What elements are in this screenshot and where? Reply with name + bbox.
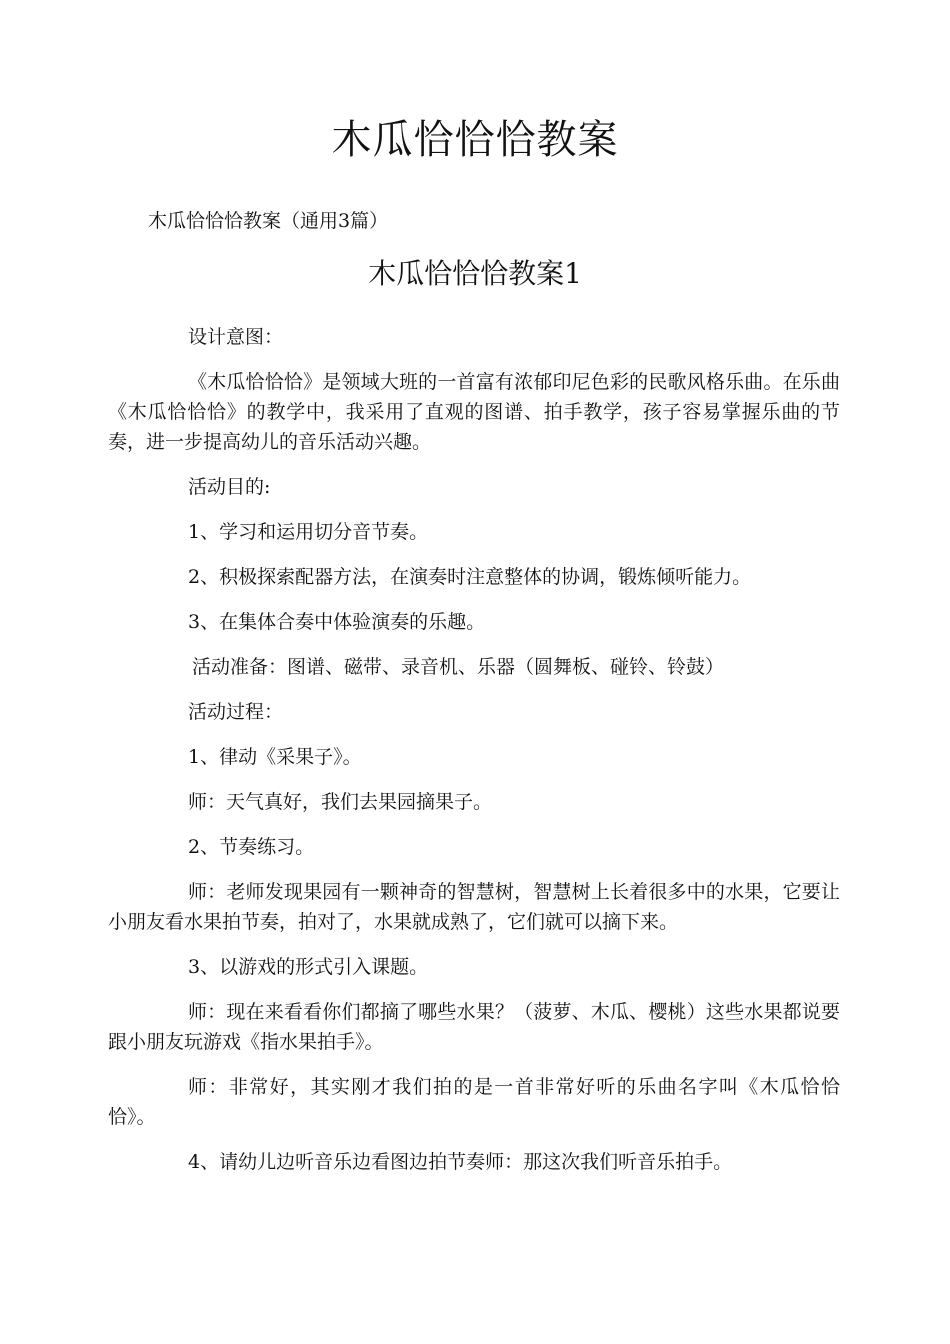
paragraph-design-intent-heading: 设计意图： bbox=[188, 326, 284, 348]
paragraph-goal-2: 2、积极探索配器方法，在演奏时注意整体的协调，锻炼倾听能力。 bbox=[188, 566, 752, 588]
paragraph-teacher-4: 师：非常好，其实刚才我们拍的是一首非常好听的乐曲名字叫《木瓜恰恰恰》。 bbox=[108, 1076, 840, 1128]
paragraph-goal-1: 1、学习和运用切分音节奏。 bbox=[188, 521, 429, 543]
paragraph-design-intent: 《木瓜恰恰恰》是领域大班的一首富有浓郁印尼色彩的民歌风格乐曲。在乐曲《木瓜恰恰恰》的教学中，我采用了直观的图谱、拍手教学，孩子容易掌握乐曲的节奏，进一步提高幼儿的音乐活动兴趣。 bbox=[108, 371, 840, 453]
paragraph-goal-3: 3、在集体合奏中体验演奏的乐趣。 bbox=[188, 611, 486, 633]
paragraph-step-2: 2、节奏练习。 bbox=[188, 836, 315, 858]
paragraph-step-1: 1、律动《采果子》。 bbox=[188, 746, 362, 768]
paragraph-teacher-2: 师：老师发现果园有一颗神奇的智慧树，智慧树上长着很多中的水果，它要让小朋友看水果拍节奏，拍对了，水果就成熟了，它们就可以摘下来。 bbox=[108, 881, 840, 933]
paragraph-teacher-3: 师：现在来看看你们都摘了哪些水果？（菠萝、木瓜、樱桃）这些水果都说要跟小朋友玩游戏《指水果拍手》。 bbox=[108, 1001, 840, 1053]
document-title: 木瓜恰恰恰教案 bbox=[331, 117, 619, 163]
paragraph-process-heading: 活动过程： bbox=[188, 701, 284, 723]
paragraph-step-3: 3、以游戏的形式引入课题。 bbox=[188, 956, 429, 978]
paragraph-teacher-1: 师：天气真好，我们去果园摘果子。 bbox=[188, 791, 493, 813]
document-subtitle: 木瓜恰恰恰教案（通用3篇） bbox=[148, 210, 389, 232]
section-title: 木瓜恰恰恰教案1 bbox=[368, 257, 582, 290]
document-body bbox=[108, 322, 840, 1192]
paragraph-step-4: 4、请幼儿边听音乐边看图边拍节奏师：那这次我们听音乐拍手。 bbox=[188, 1151, 733, 1173]
paragraph-goals-heading: 活动目的: bbox=[188, 476, 271, 498]
paragraph-preparation: 活动准备：图谱、磁带、录音机、乐器（圆舞板、碰铃、铃鼓） bbox=[192, 656, 725, 678]
